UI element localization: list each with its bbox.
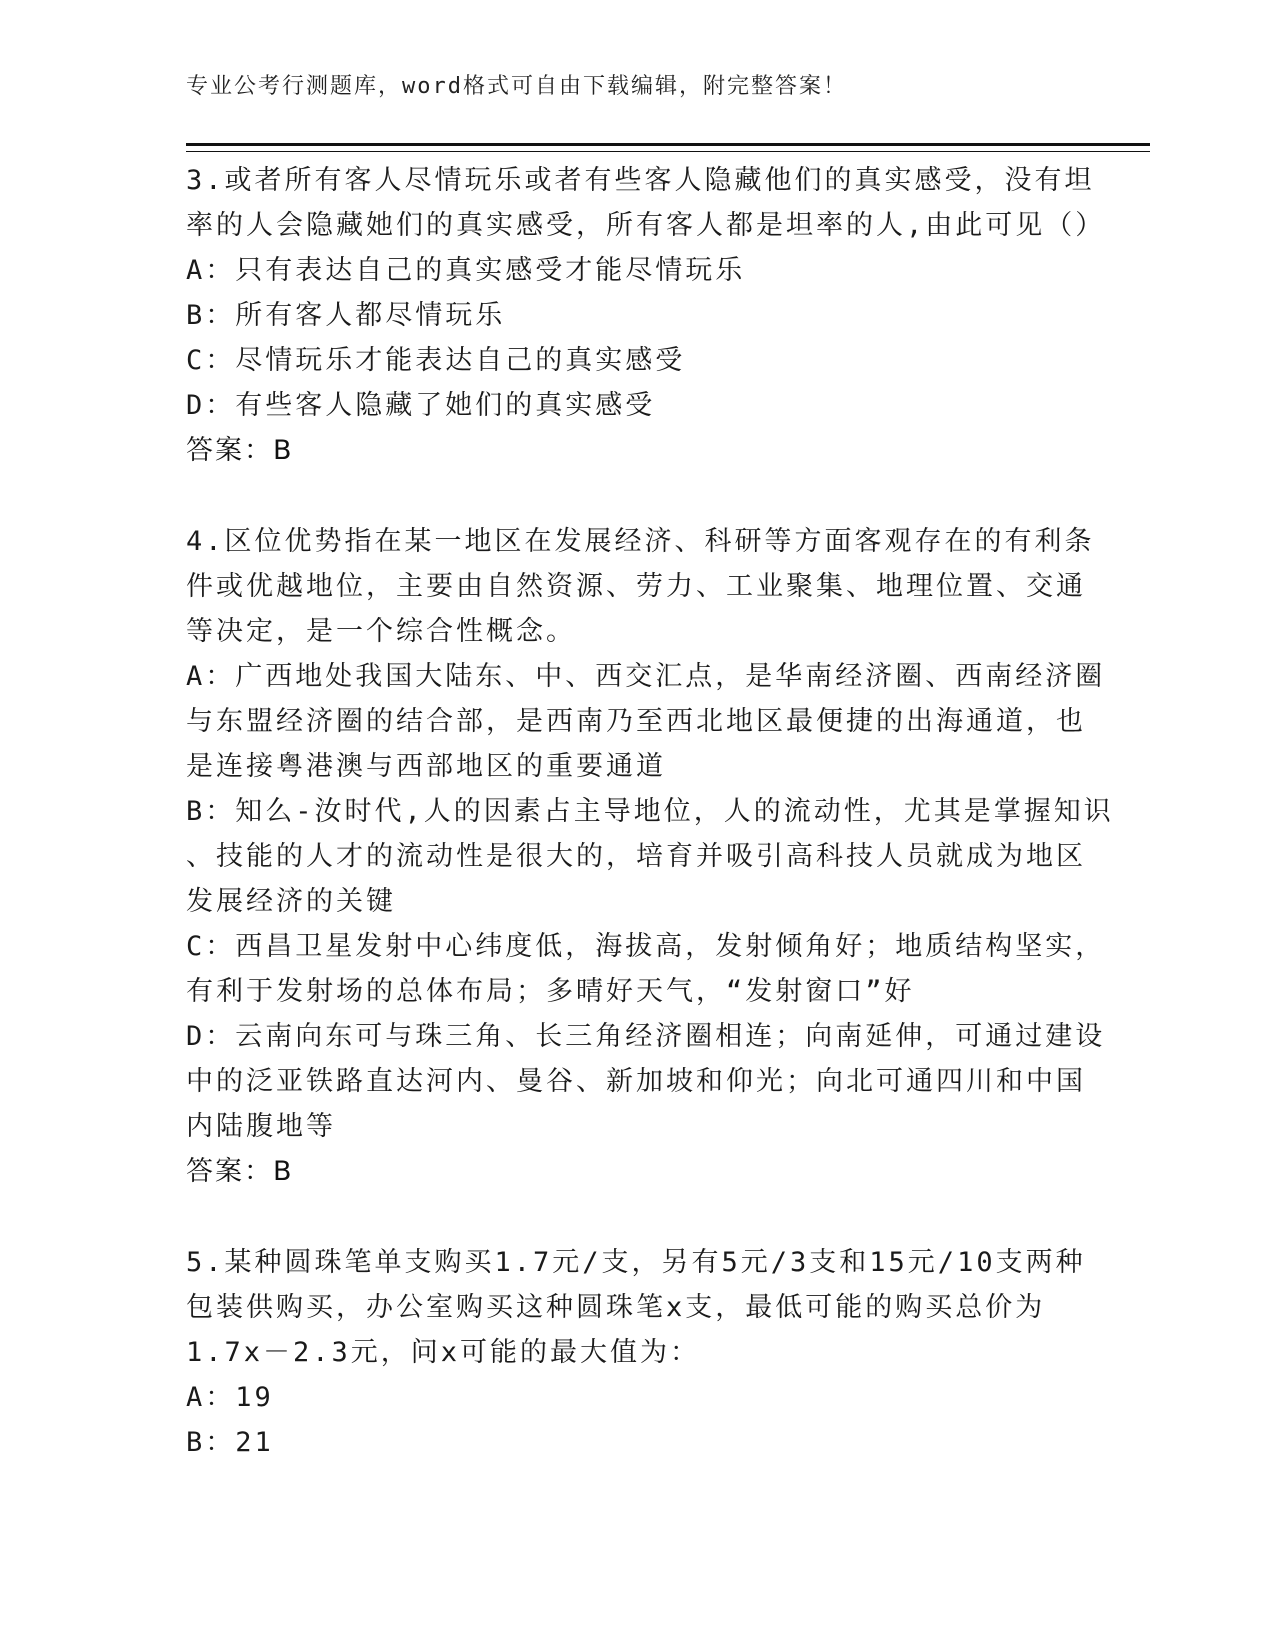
- option-line: D：有些客人隐藏了她们的真实感受: [186, 390, 656, 421]
- question-stem-line: 1.7x－2.3元，问x可能的最大值为：: [186, 1337, 701, 1368]
- question-stem-line: 包装供购买，办公室购买这种圆珠笔x支，最低可能的购买总价为: [186, 1292, 1046, 1323]
- option-line: B：所有客人都尽情玩乐: [186, 300, 506, 331]
- option-line: 、技能的人才的流动性是很大的，培育并吸引高科技人员就成为地区: [186, 841, 1086, 872]
- header-rule-thin: [186, 151, 1150, 152]
- option-line: A：广西地处我国大陆东、中、西交汇点，是华南经济圈、西南经济圈: [186, 661, 1106, 692]
- option-line: A：19: [186, 1382, 274, 1413]
- option-line: C：尽情玩乐才能表达自己的真实感受: [186, 345, 686, 376]
- question-block: [186, 158, 1106, 473]
- option-line: C：西昌卫星发射中心纬度低，海拔高，发射倾角好；地质结构坚实，: [186, 931, 1106, 962]
- question-block: [186, 519, 1114, 1194]
- header-rule-thick: [186, 143, 1150, 146]
- option-line: B：21: [186, 1427, 274, 1458]
- option-line: 与东盟经济圈的结合部，是西南乃至西北地区最便捷的出海通道，也: [186, 706, 1086, 737]
- option-line: 是连接粤港澳与西部地区的重要通道: [186, 751, 666, 782]
- option-line: D：云南向东可与珠三角、长三角经济圈相连；向南延伸，可通过建设: [186, 1021, 1106, 1052]
- question-stem-line: 3.或者所有客人尽情玩乐或者有些客人隐藏他们的真实感受，没有坦: [186, 165, 1095, 196]
- option-line: 中的泛亚铁路直达河内、曼谷、新加坡和仰光；向北可通四川和中国: [186, 1066, 1086, 1097]
- option-line: B：知么-汝时代,人的因素占主导地位，人的流动性，尤其是掌握知识: [186, 796, 1114, 827]
- answer-line: 答案：B: [186, 435, 294, 466]
- option-line: 发展经济的关键: [186, 886, 396, 917]
- page-header: 专业公考行测题库，word格式可自由下载编辑，附完整答案！: [186, 74, 847, 99]
- question-block: [186, 1240, 1086, 1465]
- question-stem-line: 件或优越地位，主要由自然资源、劳力、工业聚集、地理位置、交通: [186, 571, 1086, 602]
- option-line: 内陆腹地等: [186, 1111, 336, 1142]
- questions-content: [186, 158, 1114, 1465]
- option-line: A：只有表达自己的真实感受才能尽情玩乐: [186, 255, 746, 286]
- question-stem-line: 率的人会隐藏她们的真实感受，所有客人都是坦率的人,由此可见（）: [186, 210, 1106, 241]
- question-stem-line: 等决定，是一个综合性概念。: [186, 616, 576, 647]
- answer-line: 答案：B: [186, 1156, 294, 1187]
- question-stem-line: 5.某种圆珠笔单支购买1.7元/支，另有5元/3支和15元/10支两种: [186, 1247, 1086, 1278]
- question-stem-line: 4.区位优势指在某一地区在发展经济、科研等方面客观存在的有利条: [186, 526, 1095, 557]
- option-line: 有利于发射场的总体布局；多晴好天气，“发射窗口”好: [186, 976, 915, 1007]
